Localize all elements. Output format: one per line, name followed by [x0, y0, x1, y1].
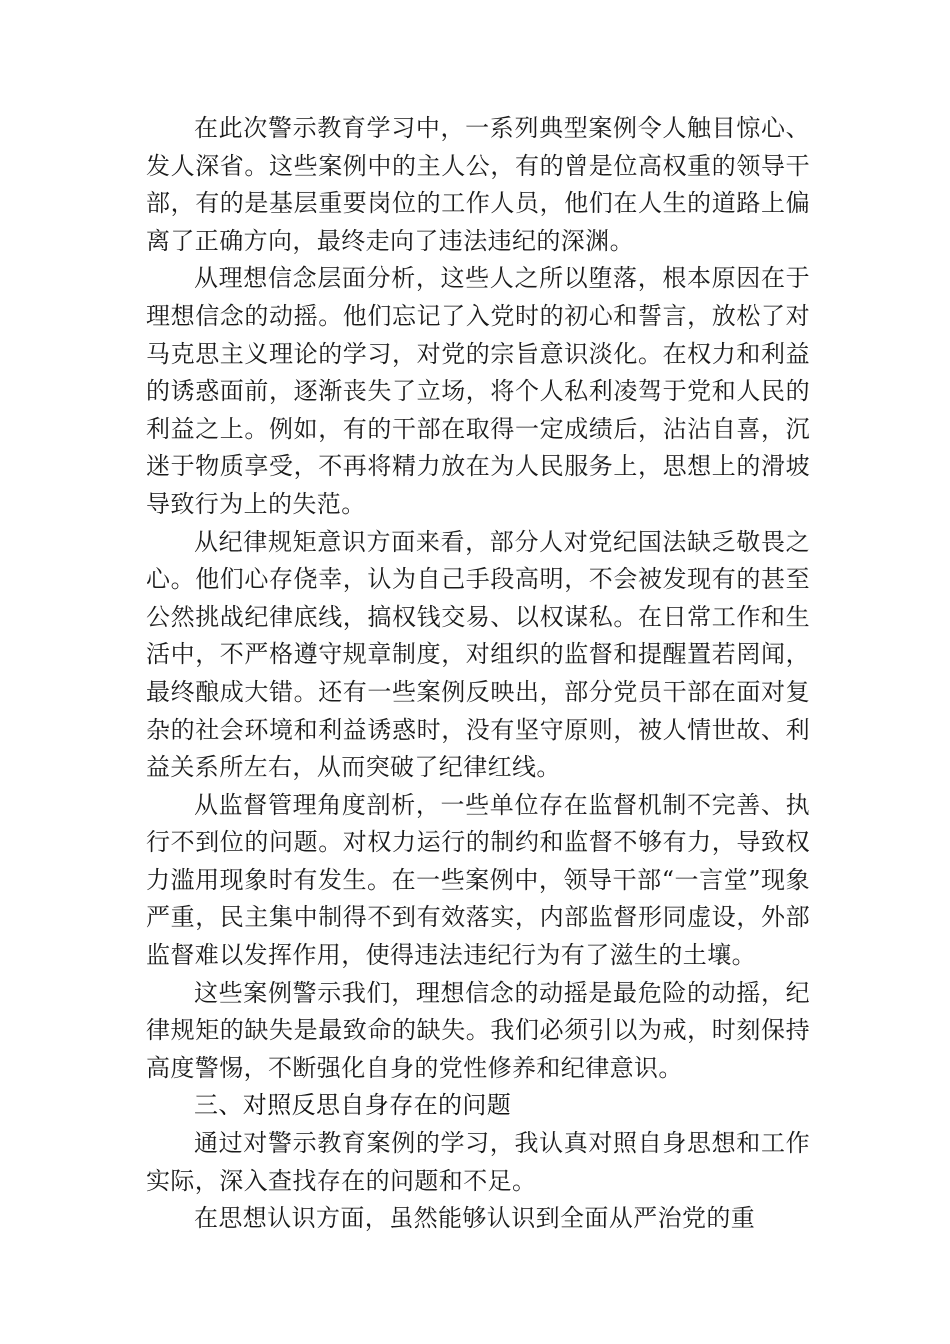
paragraph-self-reflection-intro: 通过对警示教育案例的学习，我认真对照自身思想和工作实际，深入查找存在的问题和不足。	[146, 1129, 810, 1195]
paragraph-thinking-awareness: 在思想认识方面，虽然能够认识到全面从严治党的重	[194, 1204, 756, 1233]
paragraph-supervision-analysis: 从监督管理角度剖析，一些单位存在监督机制不完善、执行不到位的问题。对权力运行的制约和监督不够有力，导致权力滥用现象时有发生。在一些案例中，领导干部“一言堂”现象严重，民主集中制得不到有效落实，内部监督形同虚设，外部监督难以发挥作用，使得违法违纪行为有了滋生的土壤。	[146, 790, 810, 970]
paragraph-warning-summary: 这些案例警示我们，理想信念的动摇是最危险的动摇，纪律规矩的缺失是最致命的缺失。我们必须引以为戒，时刻保持高度警惕，不断强化自身的党性修养和纪律意识。	[146, 978, 810, 1082]
paragraph-ideals-analysis: 从理想信念层面分析，这些人之所以堕落，根本原因在于理想信念的动摇。他们忘记了入党时的初心和誓言，放松了对马克思主义理论的学习，对党的宗旨意识淡化。在权力和利益的诱惑面前，逐渐丧失了立场，将个人私利凌驾于党和人民的利益之上。例如，有的干部在取得一定成绩后，沾沾自喜，沉迷于物质享受，不再将精力放在为人民服务上，思想上的滑坡导致行为上的失范。	[146, 264, 810, 518]
document-page	[146, 110, 810, 1238]
section-heading: 三、对照反思自身存在的问题	[194, 1091, 512, 1120]
paragraph-case-overview: 在此次警示教育学习中，一系列典型案例令人触目惊心、发人深省。这些案例中的主人公，有的曾是位高权重的领导干部，有的是基层重要岗位的工作人员，他们在人生的道路上偏离了正确方向，最终走向了违法违纪的深渊。	[146, 114, 810, 255]
paragraph-discipline-analysis: 从纪律规矩意识方面来看，部分人对党纪国法缺乏敬畏之心。他们心存侥幸，认为自己手段高明，不会被发现有的甚至公然挑战纪律底线，搞权钱交易、以权谋私。在日常工作和生活中，不严格遵守规章制度，对组织的监督和提醒置若罔闻，最终酿成大错。还有一些案例反映出，部分党员干部在面对复杂的社会环境和利益诱惑时，没有坚守原则，被人情世故、利益关系所左右，从而突破了纪律红线。	[146, 527, 810, 782]
